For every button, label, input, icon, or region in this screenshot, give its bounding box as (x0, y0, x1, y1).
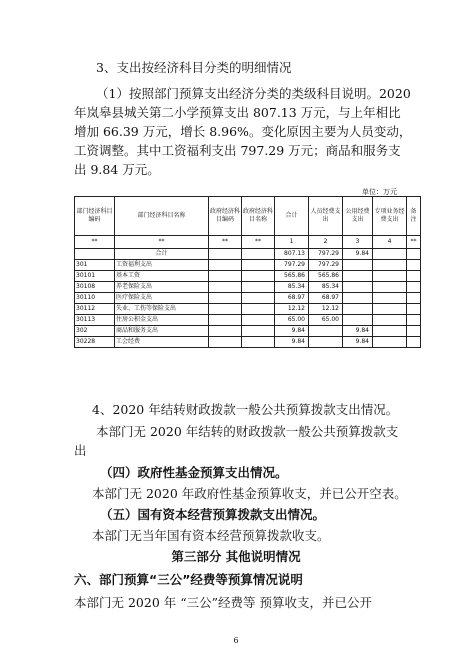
table-cell (373, 260, 407, 271)
table-cell: 9.84 (343, 337, 373, 348)
item4-body-line2: 出 (74, 443, 87, 458)
table-cell: 医疗保险支出 (115, 293, 209, 304)
table-row (75, 260, 421, 271)
table-cell (343, 260, 373, 271)
table-cell (343, 315, 373, 326)
table-row (75, 304, 421, 315)
para1-line1: （1）按照部门预算支出经济分类的类级科目说明。2020 (96, 86, 411, 101)
table-cell (373, 326, 407, 337)
table-cell: 工资福利支出 (115, 260, 209, 271)
table-cell: 65.00 (275, 315, 309, 326)
table-cell: 565.86 (275, 271, 309, 282)
table-cell: 68.97 (275, 293, 309, 304)
table-cell: 9.84 (343, 249, 373, 260)
section3-heading: 3、支出按经济科目分类的明细情况 (96, 60, 292, 75)
header-cell: 政府经济科目编码 (209, 197, 242, 236)
table-cell: 9.84 (343, 326, 373, 337)
table-row (75, 293, 421, 304)
table-cell: 30112 (75, 304, 115, 315)
table-cell (373, 271, 407, 282)
sub5-heading: （五）国有资本经营预算拨款支出情况。 (100, 507, 326, 522)
table-cell (209, 337, 242, 348)
table-cell (407, 337, 421, 348)
table-cell: 807.13 (275, 249, 309, 260)
table-cell: 30101 (75, 271, 115, 282)
header-cell: 公用经费支出 (343, 197, 373, 236)
para1-line2: 年岚皋县城关第二小学预算支出 807.13 万元，与上年相比 (74, 105, 401, 120)
item4-heading: 4、2020 年结转财政拨款一般公共预算拨款支出情况。 (92, 402, 399, 417)
table-cell: 797.29 (275, 260, 309, 271)
header-cell: 部门经济科目名称 (115, 197, 209, 236)
table-cell (209, 293, 242, 304)
table-cell (343, 304, 373, 315)
table-cell: 85.34 (275, 282, 309, 293)
table-cell: 65.00 (309, 315, 343, 326)
table-cell (343, 282, 373, 293)
table-cell (373, 337, 407, 348)
para1-line5: 出 9.84 万元。 (74, 162, 160, 177)
table-cell: 工会经费 (115, 337, 209, 348)
sub4-heading: （四）政府性基金预算支出情况。 (100, 465, 288, 480)
table-row (75, 326, 421, 337)
table-cell: 12.12 (275, 304, 309, 315)
table-cell (373, 293, 407, 304)
table-cell (407, 271, 421, 282)
table-cell (242, 249, 275, 260)
table-cell: 12.12 (309, 304, 343, 315)
table-cell (407, 293, 421, 304)
table-cell: 合计 (115, 249, 209, 260)
table-cell (343, 293, 373, 304)
table-cell (209, 304, 242, 315)
table-cell: 住房公积金支出 (115, 315, 209, 326)
table-cell (309, 326, 343, 337)
table-cell (209, 326, 242, 337)
index-cell: ** (75, 236, 115, 249)
table-cell: 797.29 (309, 249, 343, 260)
six-body: 本部门无 2020 年 “三公”经费等 预算收支，并已公开 (74, 595, 372, 610)
table-cell (209, 271, 242, 282)
economic-classification-table (74, 196, 421, 348)
table-cell: 基本工资 (115, 271, 209, 282)
table-index-row (75, 236, 421, 249)
table-cell: 30228 (75, 337, 115, 348)
table-cell (242, 271, 275, 282)
table-cell (373, 304, 407, 315)
table-cell (407, 260, 421, 271)
table-cell (373, 249, 407, 260)
table-cell: 商品和服务支出 (115, 326, 209, 337)
table-cell (242, 315, 275, 326)
table-cell (209, 315, 242, 326)
page-number: 6 (233, 636, 239, 645)
header-cell: 备注 (407, 197, 421, 236)
item4-body-line1: 本部门无 2020 年结转的财政拨款一般公共预算拨款支 (96, 424, 399, 439)
table-cell: 302 (75, 326, 115, 337)
table-cell: 68.97 (309, 293, 343, 304)
table-cell (309, 337, 343, 348)
table-cell (242, 304, 275, 315)
table-cell (407, 249, 421, 260)
index-cell: 3 (343, 236, 373, 249)
table-row (75, 282, 421, 293)
table-cell (242, 260, 275, 271)
table-cell (407, 282, 421, 293)
table-cell (209, 260, 242, 271)
table-row (75, 249, 421, 260)
para1-line3: 增加 66.39 万元，增长 8.96%。变化原因主要为人员变动， (74, 124, 412, 139)
sub5-body: 本部门无当年国有资本经营预算拨款收支。 (92, 528, 330, 543)
header-cell: 政府经济科目名称 (242, 197, 275, 236)
table-cell (242, 282, 275, 293)
unit-label: 单位：万元 (362, 188, 397, 196)
sub4-body: 本部门无 2020 年政府性基金预算收支，并已公开空表。 (92, 486, 407, 501)
index-cell: ** (242, 236, 275, 249)
table-cell (242, 293, 275, 304)
table-cell (407, 315, 421, 326)
table-row (75, 337, 421, 348)
part3-heading: 第三部分 其他说明情况 (171, 549, 301, 564)
table-cell: 养老保险支出 (115, 282, 209, 293)
index-cell: 4 (373, 236, 407, 249)
table-cell: 30108 (75, 282, 115, 293)
index-cell: ** (407, 236, 421, 249)
header-cell: 部门经济科目编码 (75, 197, 115, 236)
table-cell: 301 (75, 260, 115, 271)
table-cell (242, 337, 275, 348)
index-cell: ** (209, 236, 242, 249)
table-cell: 9.84 (275, 337, 309, 348)
header-cell: 人员经费支出 (309, 197, 343, 236)
table-cell: 85.34 (309, 282, 343, 293)
table-cell (343, 271, 373, 282)
table-cell (407, 304, 421, 315)
table-row (75, 271, 421, 282)
table-cell: 失业、工伤等保险支出 (115, 304, 209, 315)
index-cell: ** (115, 236, 209, 249)
table-cell (242, 326, 275, 337)
para1-line4: 工资调整。其中工资福利支出 797.29 万元；商品和服务支 (74, 143, 401, 158)
table-cell: 30113 (75, 315, 115, 326)
table-cell: 797.29 (309, 260, 343, 271)
table-cell (373, 282, 407, 293)
six-heading: 六、部门预算“三公”经费等预算情况说明 (74, 572, 303, 587)
table-cell (407, 326, 421, 337)
header-cell: 合计 (275, 197, 309, 236)
table-header-row (75, 197, 421, 236)
table-cell: 9.84 (275, 326, 309, 337)
index-cell: 1 (275, 236, 309, 249)
index-cell: 2 (309, 236, 343, 249)
table-cell (209, 249, 242, 260)
table-row (75, 315, 421, 326)
table-cell: 30110 (75, 293, 115, 304)
table-cell (209, 282, 242, 293)
table-cell (373, 315, 407, 326)
table-cell: 565.86 (309, 271, 343, 282)
table-cell (75, 249, 115, 260)
header-cell: 专项业务经费支出 (373, 197, 407, 236)
